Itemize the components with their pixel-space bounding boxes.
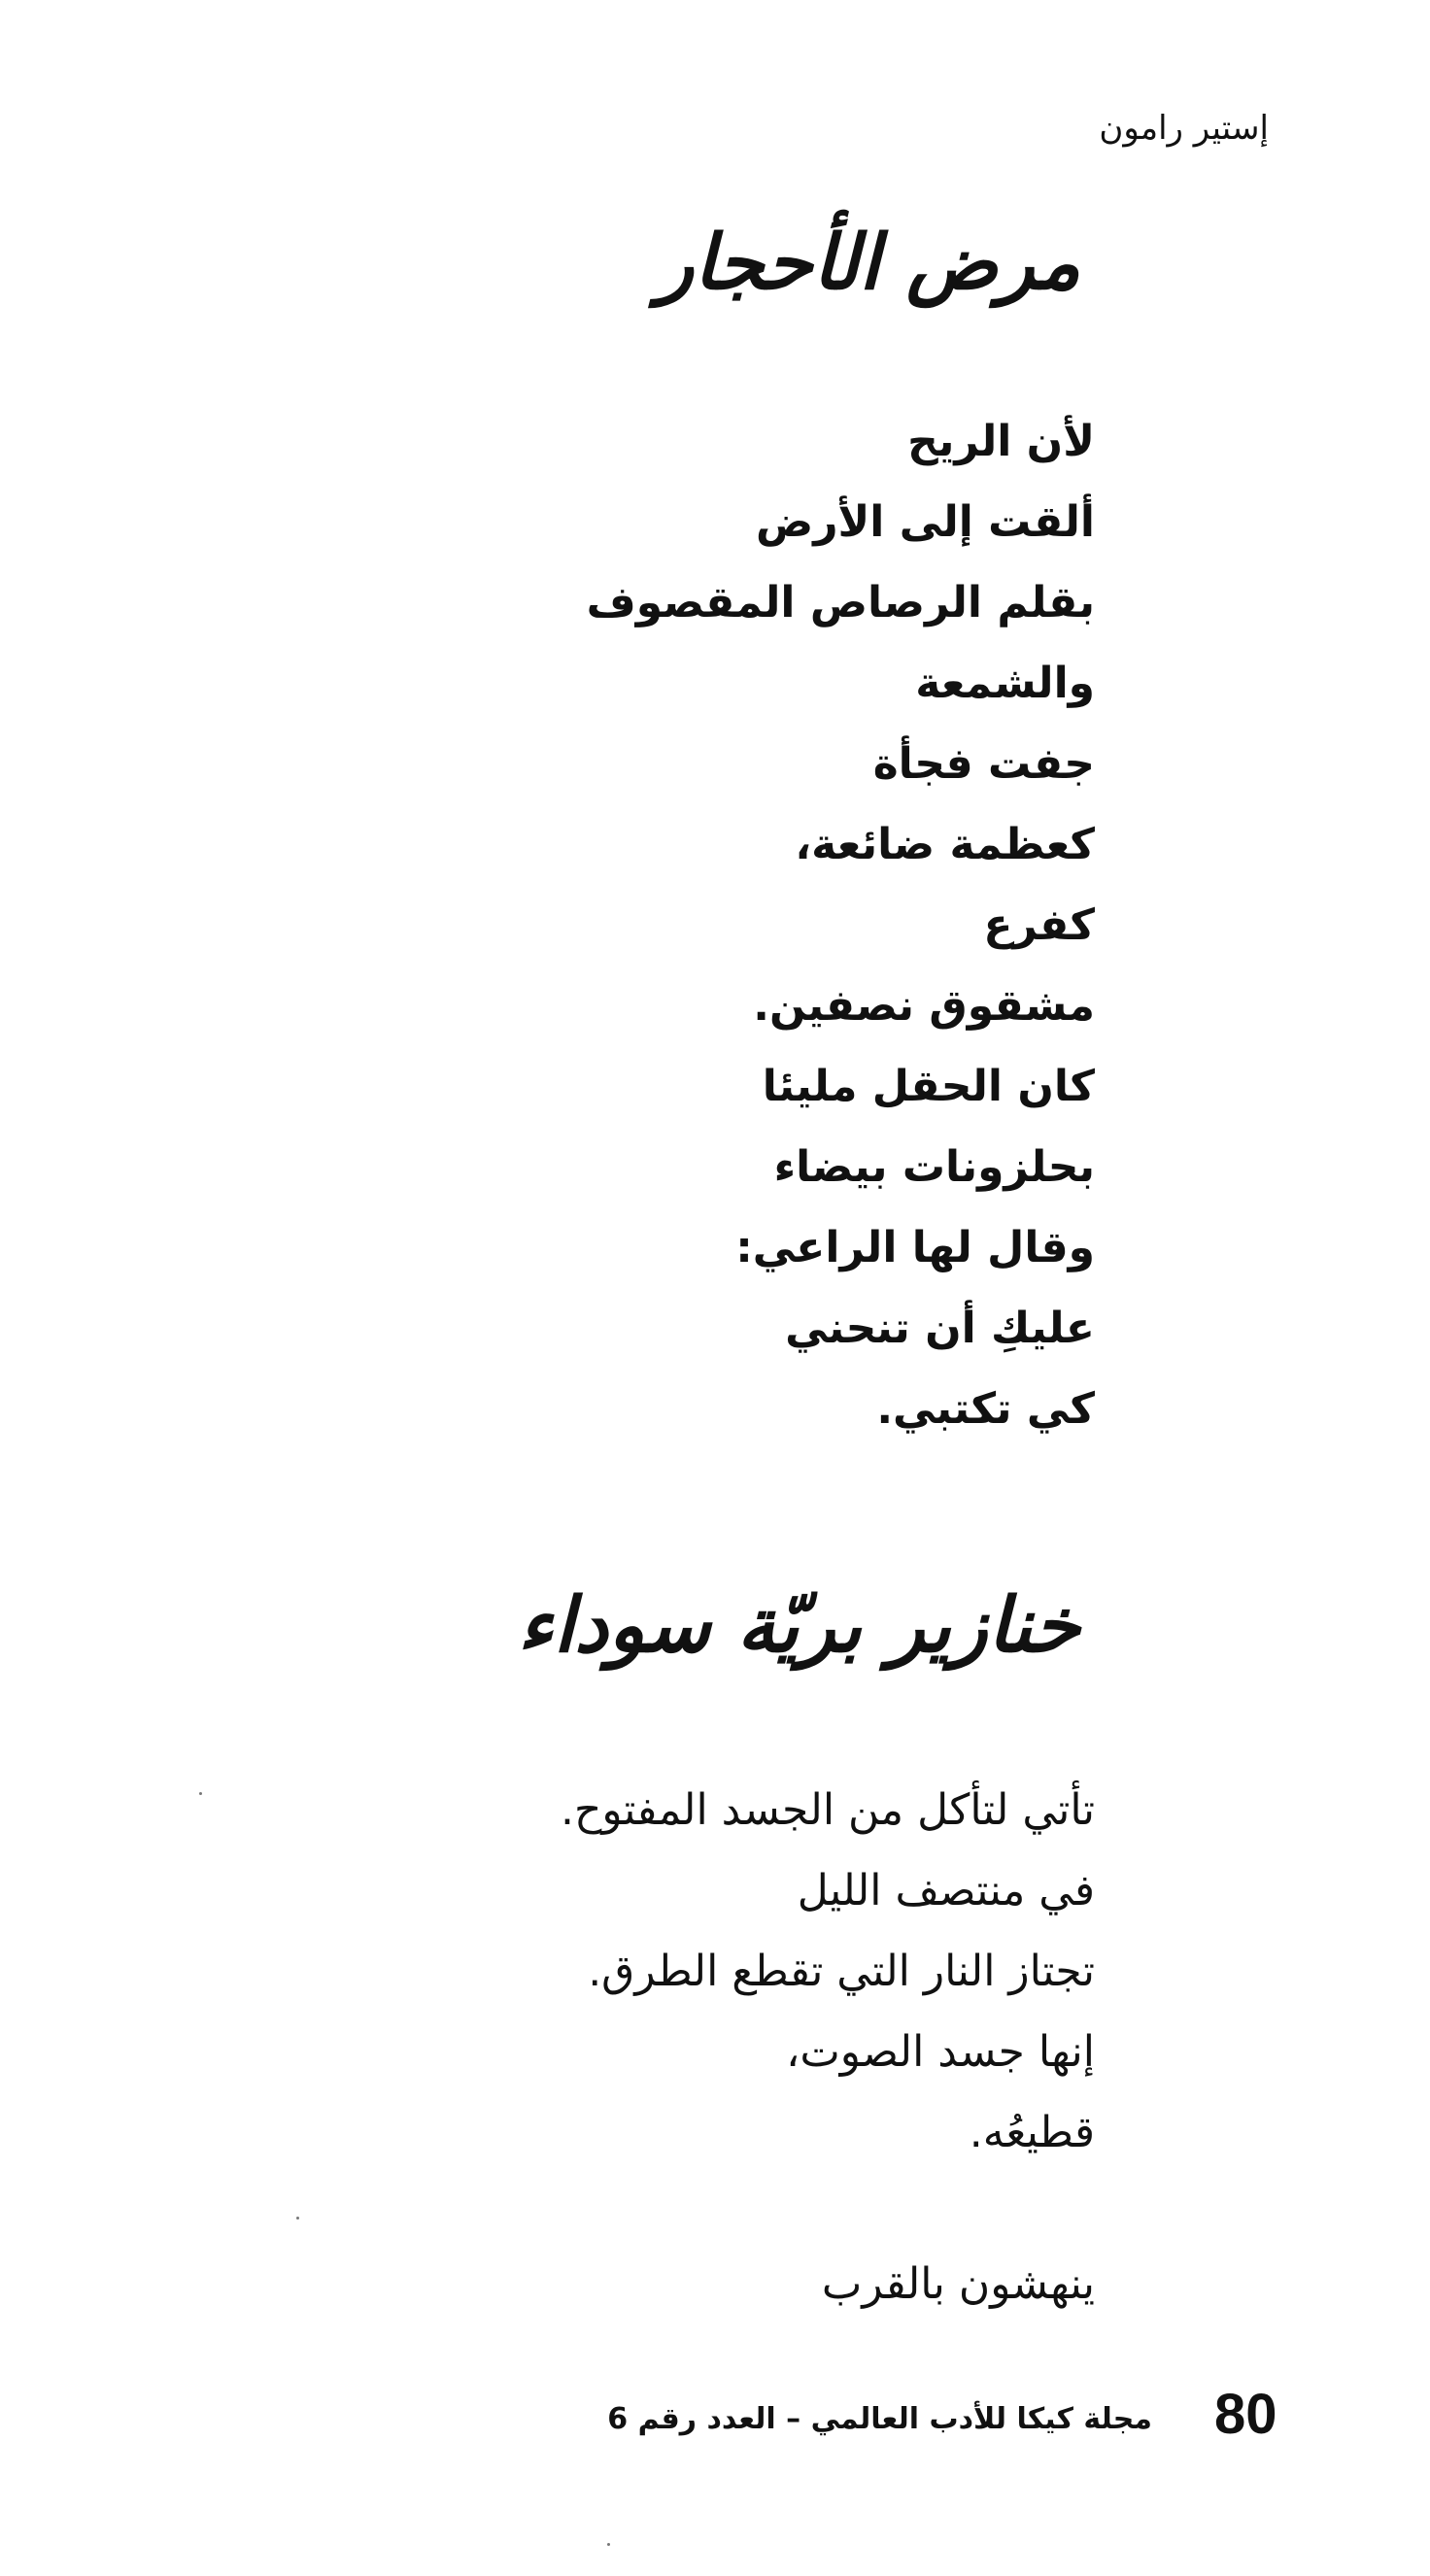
journal-footer: مجلة كيكا للأدب العالمي – العدد رقم 6: [607, 2402, 1152, 2436]
poem-line: ألقت إلى الأرض: [756, 497, 1095, 547]
poem-line: مشقوق نصفين.: [753, 981, 1095, 1031]
poem-line: كعظمة ضائعة،: [795, 820, 1095, 869]
poem-line: قطيعُه.: [969, 2108, 1095, 2157]
poem-line: بقلم الرصاص المقصوف: [586, 578, 1095, 627]
poem-line: كان الحقل مليئا: [762, 1062, 1095, 1111]
poem-line: في منتصف الليل: [797, 1866, 1095, 1915]
poem-line: إنها جسد الصوت،: [786, 2027, 1095, 2077]
scan-speck: [607, 2543, 610, 2546]
poem-stanza: [587, 401, 1095, 1449]
page-number: 80: [1214, 2383, 1277, 2446]
poem-line: وقال لها الراعي:: [735, 1223, 1095, 1272]
poem-line: لأن الريح: [907, 417, 1095, 466]
poem-stanza: [561, 1770, 1095, 2173]
poem-line: والشمعة: [915, 659, 1095, 708]
poem-line: تأتي لتأكل من الجسد المفتوح.: [560, 1785, 1095, 1835]
poem-line: كفرع: [983, 900, 1095, 950]
poem-line: بحلزونات بيضاء: [773, 1142, 1095, 1192]
poem-stanza: [822, 2244, 1095, 2324]
poem-line: عليكِ أن تنحني: [785, 1304, 1095, 1353]
poem-line: كي تكتبي.: [876, 1384, 1095, 1434]
scan-speck: [199, 1792, 202, 1795]
author-name: إستير رامون: [1099, 109, 1269, 148]
poem-line: تجتاز النار التي تقطع الطرق.: [588, 1947, 1095, 1996]
scan-speck: [296, 2217, 299, 2220]
poem-line: جفت فجأة: [872, 739, 1095, 789]
poem-line: ينهشون بالقرب: [821, 2259, 1095, 2309]
poem-title: خنازير بريّة سوداء: [517, 1581, 1080, 1670]
poem-title: مرض الأحجار: [657, 219, 1080, 307]
